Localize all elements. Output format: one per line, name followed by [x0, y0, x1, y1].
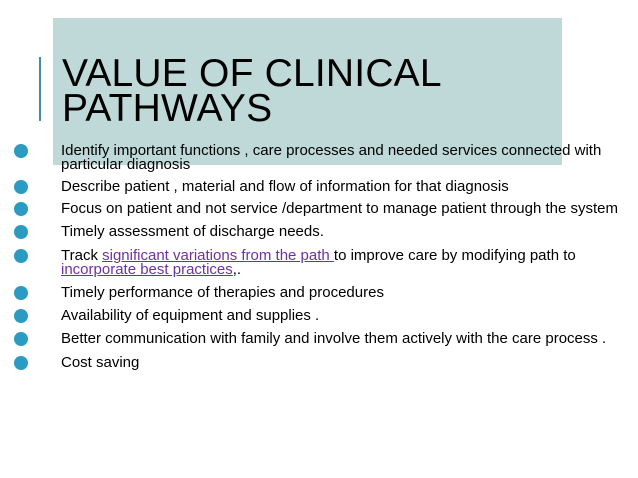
bullet-item-cost-saving — [14, 356, 624, 370]
bullet-text: Timely assessment of discharge needs. — [61, 223, 324, 240]
bullet-text: Better communication with family and involve them actively with the care process . — [61, 330, 607, 347]
bullet-item-focus-on-patient — [14, 202, 624, 216]
bullet-text: Focus on patient and not service /department to manage patient through the system — [61, 200, 618, 217]
bullet-text: Describe patient , material and flow of information for that diagnosis — [61, 178, 509, 195]
bullet-item-describe-patient — [14, 180, 624, 194]
slide-title — [62, 52, 542, 130]
bullet-item-timely-performance — [14, 286, 624, 300]
slide-title-line-2: PATHWAYS — [62, 87, 273, 130]
bullet-text-post: ,. — [232, 261, 242, 278]
bullet-icon — [14, 356, 28, 370]
bullet-icon — [14, 225, 28, 239]
bullet-text: Identify important functions , care processes and needed services connected with particular diagnosis — [61, 142, 602, 173]
bullet-text: Timely performance of therapies and procedures — [61, 284, 384, 301]
bullet-icon — [14, 180, 28, 194]
bullet-icon — [14, 286, 28, 300]
bullet-text: Availability of equipment and supplies . — [61, 307, 320, 324]
bullet-item-family-communication — [14, 332, 624, 346]
bullet-text-mid: to improve care by modifying path to — [333, 247, 576, 264]
bullet-item-track-variations — [14, 249, 624, 277]
bullet-icon — [14, 249, 28, 263]
bullet-icon — [14, 309, 28, 323]
slide-title-line-1: VALUE OF CLINICAL — [62, 52, 442, 95]
best-practices-link[interactable]: incorporate best practices — [61, 261, 233, 278]
bullet-text-pre: Track — [61, 247, 103, 264]
title-accent-line — [39, 57, 41, 121]
bullet-item-equipment-availability — [14, 309, 624, 323]
significant-variations-link[interactable]: significant variations from the path — [102, 247, 334, 264]
bullet-item-discharge-needs — [14, 225, 624, 239]
bullet-icon — [14, 332, 28, 346]
bullet-icon — [14, 144, 28, 158]
bullet-icon — [14, 202, 28, 216]
bullet-list — [14, 144, 624, 370]
bullet-text: Cost saving — [61, 354, 140, 371]
bullet-item-identify-functions — [14, 144, 624, 172]
